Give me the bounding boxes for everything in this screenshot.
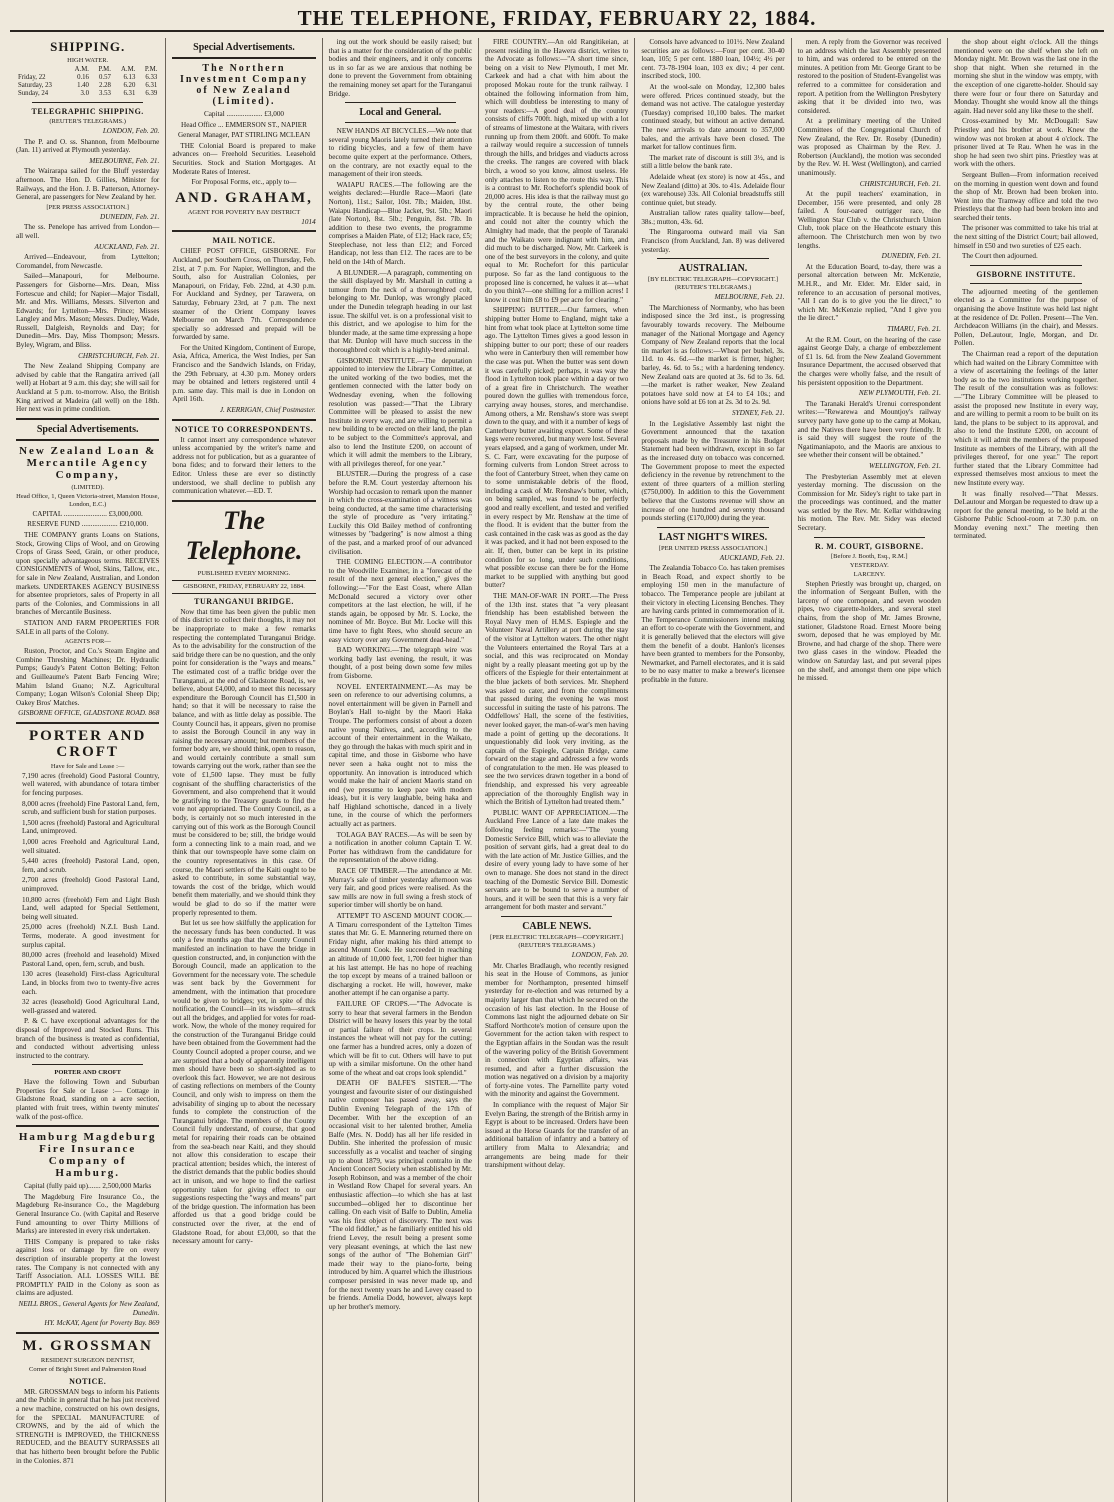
np-dateline: NEW PLYMOUTH, Feb. 21. (858, 389, 941, 398)
local-heading: Local and General. (359, 107, 442, 119)
col6-assembly: At a preliminary meeting of the United Committees of the Congregational Church of New Zealand, the Rev. Dr. Roseby (Dunedin) was proposed as Chairman by the Rev. J. Robertson (Auckland), the motion was seconded by the Rev. W. H. West (Wellington), and carried unanimously. (797, 117, 941, 177)
cable-heading: CABLE NEWS. (522, 920, 592, 932)
tides-cell: 2.28 (99, 82, 111, 89)
shipping-heading: SHIPPING. (50, 39, 126, 54)
gi-text: The adjourned meeting of the gentlemen elected as a Committee for the purpose of organising the above Institute was held last night at the residence of Dr. Pollen. Present—The Ven. Archdeacon Williams (in the chair), and Messrs. Pollen, DeLautour, Ingle, Morgan, and Dr. Pollen. (953, 287, 1098, 348)
grossman-title: M. GROSSMAN (22, 1337, 153, 1354)
aus-text: The Marchioness of Normanby, who has been indisposed since the 3rd inst., is progressing favourably towards recovery. The Melbourne manager of the National Mortgage and Agency Company of New Zealand reports that the local tin market is as follows:—Wheat per bushel, 3s. 11d. to 4s. 6d.—the market is firmer, higher; barley, 4s. 6d. to 5s.; with a hardening tendency. New Zealand oats are quoted at 3s. 6d to 3s. 6d.—the market is rather weaker, New Zealand potatoes have sold now at £4 to £4 10s.; and onions have sold at £6 ton at 2s. 3d to 2s. 9d. (641, 303, 785, 407)
news-item: PUBLIC WANT OF APPRECIATION.—The Auckland Free Lance of a late date makes the following feeling remarks:—"The young Domestic Service Bill, which was to alleviate the position of servant girls, had a great deal to do with the late action of Mr. Justice Gillies, and the desire of every young lady to have some of her own to manage. She does not stand in the direct teaching of the Domestic Service Bill. Domestic servants are to be bound to serve a number of hours, and it will be seen that this is a very fair arrangement for both master and servant." (484, 808, 629, 912)
dateline-melbourne: MELBOURNE, Feb. 21. (89, 156, 160, 165)
nthn-body: THE Colonial Board is prepared to make advances on— Freehold Securities. Leasehold Securities. Stock and Station Mortgages. At Moderate Rates of Interest. (172, 141, 316, 176)
news-item: SHIPPING BUTTER.—Our farmers, when shipping butter Home to England, might take a hint from what took place at Lyttelton some time ago. The Lyttelton Times gives a good lesson in shipping butter to our port; these of our readers who were in Canterbury then will remember how the case was put. When the butter was sent down it was carefully picked; perhaps, it was way the flood in Lyttelton took place within a day or two of a great fire in Christchurch. The weather poured down the gullies with tremendous force, carrying away houses, stores, and merchandise. Among others, a Mr. Renshaw's store was swept down to the quay, and with it a number of kegs of Canterbury butter awaiting export. Some of these kegs were recovered, but many were lost. Several years elapsed, and a gang of workmen, under Mr. S. C. Farr, were excavating for the purpose of forming culverts from London Street across to the foot of Canterbury Street, when they came on to some unmistakable debris of the flood, including a cask of Mr. Renshaw's butter, which, on being sampled, was found to be perfectly good and really excellent, and tested and verified in every respect by Mr. Renshaw at the time of the flood. It is evident that the butter from the cask contained in the cask was as good as the day it was packed, and it had not been exposed to the air. If, then, butter can be kept in its pristine condition for so long, under such conditions, what possible excuse can there be for the Home market to be supplied with anything but good butter? (484, 306, 629, 590)
tides-cell: 0.16 (77, 74, 89, 81)
tides-row (16, 82, 159, 90)
news-item: GISBORNE INSTITUTE.—The deputation appointed to interview the Library Committee, at the united working of the two bodies, met the gentlemen connected with the latter body on Wednesday evening, when the following resolution was passed:—"That the Library Committee will be pleased to assist the new Institute in every way, and are willing to permit a new building to be erected on their land, the plan to be subject to the Committee's approval, and also to lend the Institute £200, on account of which it will admit the members to the Library, with all privileges thereof, for one year." (328, 356, 472, 468)
hm-body2: THIS Company is prepared to take risks against loss or damage by fire on every description of insurable property at the lowest rates. The Company is not connected with any Tariff Association. ALL LOSSES WILL BE PROMPTLY PAID in the Colony as soon as claims are adjusted. (16, 1237, 160, 1298)
column-3 (323, 38, 479, 1502)
cable-text: Mr. Charles Bradlaugh, who recently resigned his seat in the House of Commons, as junior member for Northampton, presented himself yesterday for re-election and was returned by a majority larger than that which he secured on the occasion of his last election. In the House of Commons last night the adjourned debate on Sir Stafford Northcote's motion of censure upon the Government for the action taken with respect to the Egyptian affairs in the Soudan was the result of the wavering policy of the British Government in connection with Egyptian affairs, was resumed, and after a further discussion the motion was negatived on a division by a majority of forty-nine votes. The Parnellite party voted with the minority and against the Government. (484, 961, 629, 1099)
rm-day: YESTERDAY. (849, 561, 889, 569)
tides-row (16, 74, 159, 82)
tides-cell: Friday, 22 (18, 74, 46, 81)
news-item: BAD WORKING.—The telegraph wire was working badly last evening, the result, it was thought, of a post being down some few miles from Gisborne. (328, 646, 472, 680)
col5-quotations: Australian tallow rates quality tallow—beef, 38s.; mutton, 43s. 6d. (641, 209, 785, 226)
gi-heading: GISBORNE INSTITUTE. (976, 269, 1076, 279)
text-melbourne: The Wairarapa sailed for the Bluff yesterday afternoon. The Hon. D. Gillies, Minister for Railways, and the Hon. J. B. Patterson, Attorney-General, are passengers for New Zealand by her. (16, 167, 160, 202)
hm-body: The Magdeburg Fire Insurance Co., the Magdeburg Re-insurance Co., the Magdeburg General Insurance Co. (with Capital and Reserve Fund amounting to over Thirty Millions of Marks) are interested in every risk undertaken. (16, 1192, 160, 1236)
news-item: THE MAN-OF-WAR IN PORT.—The Press of the 13th inst. states that "a very pleasant friendship has been established between the Royal Navy men of H.M.S. Espiegle and the Volunteer Naval Artillery at port during the stay of the visitor at Lyttelton waters. The other night the Volunteers entertained the Royal Tars at a social, and this was reciprocated on Monday night by a really pleasant meeting got up by the officers of the Espiegle for their entertainment at the blue jackets of both services. Mr. Shepherd was asked to cater, and from the compliments that passed during the evening he was most successful in suiting the taste of his patrons. The Oddfellows' Hall, the scene of the festivities, never looked gayer, the man-of-war's men having made a point of getting up the decorations. It unquestionably did look very inviting, as the captain of the Espiegle, Captain Bridge, came forward on the stage and addressed a few words of congratulation to the men. He was pleased to see the two services drawn together in a bond of friendship, and expressed his very agreeable appreciation of the thoroughly English way in which the British of Lyttelton had treated them." (484, 592, 629, 807)
text-christchurch: The New Zealand Shipping Company are advised by cable that the Rangatira arrived (all well) at Hobart at 9 a.m. this day; she will sail for Auckland at 5 p.m. to-morrow. Also, the British King arrived at Madeira (all well) on the 18th. Her next was in prime condition. (16, 362, 160, 414)
hm-agents: NEILL BROS., General Agents for New Zealand, Dunedin. (18, 1299, 160, 1317)
nthn-title: The Northern Investment Company of New Zealand (Limited). (180, 63, 308, 107)
tides-cell: 6.13 (123, 74, 136, 81)
published-note: PUBLISHED EVERY MORNING. (197, 569, 291, 577)
nzloan-sale: STATION AND FARM PROPERTIES FOR SALE in all parts of the Colony. (16, 618, 160, 636)
pc-item: 1,000 acres Freehold and Agricultural Land, well situated. (22, 838, 160, 855)
nzloan-capital: CAPITAL ........................ £3,000,000. (32, 509, 143, 518)
nthn-gm: General Manager, PAT STIRLING MCLEAN (177, 131, 311, 140)
mail-title: MAIL NOTICE. (212, 236, 276, 246)
notice-body: MR. GROSSMAN begs to inform his Patients and the Public in general that he has just received a new machine, constructed on his own designs, for the SPECIAL MANUFACTURE of CROWNS, and by the aid of which the STRENGTH is IMPROVED, the THICKNESS REDUCED, and the BEAUTY SURPASSES all that has hitherto been brought before the Public in the Colonies. 871 (16, 1387, 160, 1465)
turanganui-cont: ing out the work should be easily raised; but that is a matter for the consideration of the public bodies and their engineers, and it only concerns us in so far as we are anxious that nothing be done to prevent the Government from obtaining the remaining money set apart for the Turanganui Bridge. (328, 38, 472, 98)
pc-item: 7,190 acres (freehold) Good Pastoral Country, well watered, with abundance of totara timber for fencing purposes. (22, 771, 160, 798)
news-item: THE COMING ELECTION.—A contributor to the Woodville Examiner, in a "forecast of the result of the next general election," gives the following:—"For the East Coast, where Allan McDonald secured a victory over other competitors at the last election, he will, if he stands again, be opposed by Mr. S. Locke, the nominee of Mr. Boyce. But Mr. Locke will this time have to fight Rees, who should secure an easy victory over any Government dead-head." (328, 558, 472, 644)
col7-top: the shop about eight o'clock. All the things mentioned were on the shelf when she left on Monday night. Mr. Brown was the last one in the shop that night. When she returned in the morning she shut in the window was empty, with the exception of one cigarette-holder. Should say there were four or four there on Saturday and Monday. Thought she would know all the things again. Had never sold any like these to the shelf. (953, 38, 1098, 115)
aus-sub: [BY ELECTRIC TELEGRAPH—COPYRIGHT.] (REUTER'S TELEGRAMS.) (647, 276, 778, 292)
dateline-dunedin: DUNEDIN, Feb. 21. (100, 212, 160, 221)
col5-wool: At the wool-sale on Monday, 12,300 bales were offered. Prices continued steady, but the demand was not active. The catalogue yesterday (Tuesday) comprised 10,100 bales. The market continued steady, but without an active demand. The new arrivals to date amount to 357,000 bales, and the arrivals have been closed. The market for tallow continues firm. (641, 82, 785, 152)
news-item: BLUSTER.—During the progress of a case before the R.M. Court yesterday afternoon his Worship had occasion to remark upon the manner in which the cross-examination of a witness was being conducted, at the same time characterising the style of procedure as "very irritating." Luckily this Old Bailey method of confronting witnesses by "badgering" is now almost a thing of the past, and a marked proof of our advanced civilisation. (328, 470, 472, 556)
telephone-logo: The Telephone. (185, 505, 303, 565)
column-4 (479, 38, 635, 1502)
news-item: FAILURE OF CROPS.—"The Advocate is sorry to hear that several farmers in the Bendon District will be heavy losers this year by the total or partial failure of their crops. In several instances the wheat will not pay for the cutting; one farmer has a hundred acres, only a dozen of which will be fit to cut. Others will have to put up with a similar misfortune. On the other hand some of the wheat and oat crops look splendid." (328, 999, 472, 1077)
nzloan-office: Head Office, 1, Queen Victoria-street, Mansion House, London, E.C.) (16, 492, 160, 508)
sydney-dateline: SYDNEY, Feb. 21. (731, 408, 785, 417)
pc-item: 8,000 acres (freehold) Fine Pastoral Land, fern, scrub, and sufficient bush for station purposes. (22, 799, 160, 817)
news-item: WAIAPU RACES.—The following are the weights declared:—Hurdle Race—Maori (late Norton), 11st.; Sailor, 10st. 7lb.; Maiden, 10st. Waiapu Handicap—Blue Jacket, 9st. 5lb.; Maori (late Norton), 8st. 5lb.; Penguin, 8st. 7lb. In addition to these two events, the programme comprises a Maiden Plate, of £12; Hack race, £5; Steeplechase, not less than £12; and Forced Handicap, not less than £12. The races are to be held on the 14th of March. (328, 180, 472, 267)
col5-adelaide: Adelaide wheat (ex store) is now at 45s., and New Zealand (ditto) at 30s. to 41s. Adelaide flour (ex warehouse) 33s. All Colonial breadstuffs still continue quiet, but steady. (641, 172, 785, 207)
rm-text: Stephen Priestly was brought up, charged, on the information of Sergeant Bullen, with the larceny of one cornopean, and seven wooden pipes, two cigarette-holders, and several steel chains, from the shop of Mr. James Browne, stationer, Gladstone Road. Ernest Moore being sworn, deposed that he was employed by Mr. Browne, and had charge of the shop. There were two glass cases in the window. Pleaded the window on Saturday last, and put several pipes on the shelf, and amongst them one pipe which he missed. (797, 579, 941, 683)
grossman-sub: RESIDENT SURGEON DENTIST, (40, 1356, 135, 1364)
pc-sig: PORTER AND CROFT (54, 1069, 121, 1077)
col5-mail: The Ringarooma outward mail via San Francisco (from Auckland, Jan. 8) was delivered yesterday. (641, 228, 785, 254)
text-auckland: Arrived—Endeavour, from Lyttelton; Coromandel, from Newcastle. (16, 253, 160, 270)
tides-header-cell: A.M. (74, 66, 89, 73)
col6-top: men. A reply from the Governor was received to an address which the last Assembly presented to him, and was ordered to be entered on the minutes. A petition from Mr. George Grant to be restored to the position of Student-Evangelist was referred to a committee for consideration and report. A petition from the Wellington Presbytery asking that it be divided into two, was considered. (797, 38, 941, 115)
special-ads-heading-2: Special Advertisements. (193, 42, 295, 53)
pc-item: 130 acres (leasehold) First-class Agricultural Land, in blocks from two to twenty-five acres each. (22, 970, 160, 996)
tides-cell: 6.20 (123, 82, 136, 89)
column-6 (792, 38, 948, 1502)
nzloan-limited: (LIMITED). (71, 483, 104, 491)
corr-body: It cannot insert any correspondence whatever unless accompanied by the writer's name and address not for publication, but as a guarantee of bona fides; and to forward their letters to the Editor. Unless these are ever so distinctly understood, we shall decline to publish any communication whatever.—ED. T. (172, 435, 316, 496)
tides-cell: 6.31 (123, 90, 136, 97)
rm-larceny: LARCENY. (853, 570, 886, 578)
corr-title: NOTICE TO CORRESPONDENTS. (174, 424, 314, 434)
notice-title: NOTICE. (69, 1376, 107, 1386)
rm-heading: R. M. COURT, GISBORNE. (815, 541, 924, 551)
text-dunedin: The ss. Penelope has arrived from London—all well. (16, 223, 160, 240)
nthn-agent-sub: AGENT FOR POVERTY BAY DISTRICT (187, 208, 301, 216)
local-items (329, 127, 472, 1311)
gi-text3: It was finally resolved—"That Messrs. DeLautour and Morgan be requested to draw up a report for the general meeting, to be held at the Gisborne Public School-room at 7.30 p.m. on Monday evening next." The meeting then terminated. (953, 489, 1098, 541)
col5-frozen: The market rate of discount is still 3½, and is still a little below the bank rate. (641, 153, 785, 171)
nthn-capital: Capital .................... £3,000 (203, 110, 285, 118)
tides-cell: 6.33 (145, 74, 158, 81)
pc-items (16, 772, 159, 1015)
dateline-auckland: AUCKLAND, Feb. 21. (94, 242, 160, 251)
columns (10, 38, 1104, 1502)
tides-table (16, 66, 159, 98)
news-item: ATTEMPT TO ASCEND MOUNT COOK.—A Timaru correspondent of the Lyttelton Times states that Mr. G. E. Mannering returned there on Friday night, after making his third attempt to ascend Mount Cook. He succeeded in reaching an altitude of 10,000 feet, 1,700 feet higher than at his last attempt. He has no hope of reaching the top except by means of a trained balloon or discharging a rocket. He will, however, make another attempt if he can organise a party. (328, 912, 472, 998)
tides-row (16, 90, 159, 98)
dateline-christchurch: CHRISTCHURCH, Feb. 21. (78, 351, 160, 360)
pc-item: 1,500 acres (freehold) Pastoral and Agricultural Land, unimproved. (22, 818, 160, 836)
nzloan-sig: GISBORNE OFFICE, GLADSTONE ROAD. 868 (18, 709, 160, 718)
lnw-sub: [PER UNITED PRESS ASSOCIATION.] (658, 544, 768, 552)
rm-sub: [Before J. Booth, Esq., R.M.] (831, 552, 908, 560)
nzloan-title: New Zealand Loan & Mercantile Agency Company, (19, 444, 157, 481)
masthead: THE TELEPHONE, FRIDAY, FEBRUARY 22, 1884. (10, 6, 1104, 32)
tides-cell: 6.31 (145, 82, 158, 89)
reuter-note: (REUTER'S TELEGRAMS.) (49, 118, 126, 125)
dunedin-dateline: DUNEDIN, Feb. 21. (881, 252, 941, 261)
xmas-text: At the pupil teachers' examination, in December, 156 were presented, and only 28 failed. A four-oared outrigger race, the Wellington Star Club v. the Christchurch Union Club, took place on the Heathcote estuary this afternoon. The Christchurch men won by two lengths. (797, 190, 941, 250)
cable-dateline: LONDON, Feb. 20. (571, 950, 629, 959)
news-item: TOLAGA BAY RACES.—As will be seen by a notification in another column Captain T. W. Porter has withdrawn from the candidature for the representation of the above riding. (328, 830, 472, 865)
np-text: The Taranaki Herald's Urenui correspondent writes:—"Rewarewa and Mountjoy's railway survey party have gone up to the camp at Mokau, and the Natives there have been very friendly. It is said they will suggest the route of the Ngatimaniapoto, and the Maoris are anxious to see whether their consent will be obtained." (797, 399, 941, 460)
pc-item: 10,800 acres (freehold) Fern and Light Bush Land, well adapted for Special Settlement, being well situated. (22, 895, 160, 921)
lnw-dateline: AUCKLAND, Feb. 21. (719, 553, 785, 562)
col4-items (485, 38, 628, 912)
aus-dateline: MELBOURNE, Feb. 21. (714, 293, 785, 302)
col7-trial: Cross-examined by Mr. McDougall: Saw Priestley and his brother at work. Knew the window was not broken at about 4 o'clock. The prisoner lived at Te Rau. When he was in the shop he had seen two shirt pins. Priestley was at work with the others. (953, 117, 1098, 169)
news-item: RACE OF TIMBER.—The attendance at Mr. Murray's sale of timber yesterday afternoon was very fair, and good prices were realised. As the saw mills are now in full swing a fresh stock of superior timber will shortly be on hand. (328, 867, 472, 910)
dateline-london: LONDON, Feb. 20. (102, 127, 160, 135)
pc-item: 32 acres (leasehold) Good Agricultural Land, well-grassed and watered. (22, 998, 160, 1015)
column-1 (10, 38, 166, 1502)
tides-header-cell (16, 66, 67, 74)
special-ads-heading: Special Advertisements. (36, 423, 139, 435)
tides-cell: 3.53 (99, 90, 111, 97)
news-item: NOVEL ENTERTAINMENT.—As may be seen on reference to our advertising columns, a novel entertainment will be given in Parnell and Boylan's Hall to-night by the Maori Haka Troupe. The performers consist of about a dozen native young Natives, and, according to the account of their entertainment in the Waikato, they go through the hakas with much spirit and in capital time, and those in Gisborne who have never seen a haka ought not to miss the opportunity. An innovation is introduced which would make the hair of ancient Maoris stand on end (we presume to keep pace with modern ideas), but it is very laughable, being haka and half Highland schottische, danced in a lively tune, in the course of which the performers actually act as partners. (328, 682, 472, 829)
lnw-heading: LAST NIGHT'S WIRES. (658, 531, 768, 543)
cable-sub: [PER ELECTRIC TELEGRAPH—COPYRIGHT.] (REUTER'S TELEGRAMS.) (490, 933, 624, 949)
col7-closed: The Court then adjourned. (961, 252, 1038, 261)
pc-note: P. & C. have exceptional advantages for the disposal of Improved and Stocked Runs. This branch of the business is treated as confidential, and conducted without advertising unless instructed to the contrary. (16, 1017, 160, 1060)
tides-header-cell: A.M. (121, 66, 136, 73)
sydney-text: In the Legislative Assembly last night the Government announced that the taxation proposals made by the Treasurer in his Budget Statement had been withdrawn, except in so far as the increased duty on tobacco was concerned. The Government propose to meet the expected deficiency in the revenue by retrenchment to the extent of three quarters of a million sterling (£750,000). In addition to this the Government believe that the Customs revenue will show an increase of one hundred and seventy thousand pounds sterling (£170,000) during the year. (641, 419, 785, 523)
nthn-agent: AND. GRAHAM, (175, 189, 313, 206)
telegraphic-heading: TELEGRAPHIC SHIPPING. (31, 107, 144, 116)
news-item: DEATH OF BALFE'S SISTER.—"The youngest and favourite sister of our distinguished native composer has passed away, says the Dublin Evening Telegraph of the 17th of December. With her the exception of an occasional visit to her talented brother, Amelia Balfe (Mrs. N. Dodd) has all her life resided in Dublin. She inherited the profession of music successfully as a vocalist and teacher of singing up to about 1879, was principal contralto in the Ancient Concert Society when established by Mr. Joseph Robinson, and was a member of the choir in Westland Row Chapel for several years. An enthusiastic affection—to which she has at last succumbed—obliged her to discontinue her calling. On each visit of Balfe to Dublin, Amelia was his first object of discovery. The next was "The old fiddler," as he familiarly entitled his old friend Levey, the result being a present some very pleasant evenings, at which the last new songs of the author of "The Bohemian Girl" made their way to the piano-forte, being introduced by him. A quarrel which the illustrious composer persisted in was never made up, and for the next twenty years he and Levey ceased to be friends. Amelia Dodd, however, always kept up her brother's memory. (328, 1079, 472, 1311)
news-item: A BLUNDER.—A paragraph, commenting on the skill displayed by Mr. Marshall in cutting a tumour from the neck of a thoroughbred colt, belonging to Mr. Dunlop, was wrongly placed under the Dunedin telegraph heading in our last issue. The skilful vet. is on a professional visit to this district, and we apologise to him for the blunder made, at the same time expressing a hope that Mr. Dunlop will have much success in the thoroughbred colt which is a highly-bred animal. (328, 268, 472, 354)
aus-heading: AUSTRALIAN. (678, 263, 748, 275)
tides-cell: 6.39 (145, 90, 158, 97)
mail-sig: J. KERRIGAN, Chief Postmaster. (219, 406, 316, 415)
cable-text2: In compliance with the request of Major Sir Evelyn Baring, the strength of the British army in Egypt is about to be increased. Orders have been issued at the Horse Guards for the transfer of an additional battalion of infantry and a battery of artillery from Malta to Alexandria; and arrangements are being made for their transhipment without delay. (484, 1101, 629, 1170)
mail-body2: For the United Kingdom, Continent of Europe, Asia, Africa, America, the West Indies, per San Francisco and the Sandwich Islands, on Friday, the 29th February, at 4.30 p.m. Money orders may be obtained and letters registered until 4 p.m. same day. This mail is due in London on April 16th. (172, 343, 316, 404)
nthn-office: Head Office ... EMMERSON ST., NAPIER (181, 120, 307, 129)
pc-title: PORTER AND CROFT (28, 727, 147, 760)
mail-body: CHIEF POST OFFICE, GISBORNE. For Auckland, per Southern Cross, on Thursday, Feb. 21st, at 7 p.m. For Napier, Wellington, and the South, also for Australian Colonies, per Manapouri, on Friday, Feb. 22nd, at 4.30 p.m. For Auckland and Sydney, per Tarawera, on Saturday, February 23rd, at 7 p.m. The next steamer of the Orient Company leaves Melbourne on March 7th. Correspondence specially so addressed and prepaid will be forwarded by same. (172, 247, 316, 342)
timaru-text: At the R.M. Court, on the hearing of the case against George Daly, a charge of embezzlement of £1 1s. 6d. from the New Zealand Government Insurance Department, the accused observed that the charges were wholly false, and the result of his persistent opposition to the Department. (797, 335, 941, 387)
turanganui-heading: TURANGANUI BRIDGE. (194, 596, 294, 606)
xmas-dateline: CHRISTCHURCH, Feb. 21. (859, 179, 941, 188)
col5-top: Consols have advanced to 101½. New Zealand securities are as follows:—Four per cent. 30-40 loan, 105; 5 per cent. 1880 loan, 104½; 4½ per cent. 73-78-1904 loan, 103 ex div.; 4 per cent. inscribed stock, 100. (641, 38, 785, 81)
timaru-dateline: TIMARU, Feb. 21. (887, 325, 941, 333)
wgtn-text: The Presbyterian Assembly met at eleven yesterday morning. The discussion on the Commission for Mr. Sidey's right to take part in the proceedings was continued, and the matter was settled by the Rev. Mr. Kellar withdrawing his motion. The Rev. Mr. Sidey was elected Secretary. (797, 472, 941, 533)
tides-cell: Sunday, 24 (18, 90, 49, 97)
gi-text2: The Chairman read a report of the deputation which had waited on the Library Committee with a view of ascertaining the feelings of the latter body as to the two institutions working together. The result of the consultation was as follows:—"The Library Committee will be pleased to assist the proposed new Institute in every way, and are willing to permit a room to be built on its land, the plans to be subject to its approval, and also to lend the Institute £200, on account of which it will admit the members of the proposed Institute as members of the Library, with all the privileges thereof, for one year." The report further stated that the Library Committee had expressed themselves most anxious to meet the new Institute every way. (953, 350, 1098, 487)
issue-dateline: GISBORNE, FRIDAY, FEBRUARY 22, 1884. (183, 582, 305, 590)
nzloan-reserve: RESERVE FUND .................... £210,000. (27, 520, 149, 529)
col7-sergeant: Sergeant Bullen—From information received on the morning in question went down and found the shop of Mr. Brown had been broken into. Went into the Tramway office and told the two Priestleys that the shop had been broken into and searched their tents. (953, 170, 1098, 222)
column-5 (635, 38, 791, 1502)
tides-header-cell: P.M. (144, 66, 158, 73)
tides-cell: 0.57 (99, 74, 111, 81)
lnw-text: The Zealandia Tobacco Co. has taken premises in Beach Road, and expect shortly to be employing 150 men in the manufacture of tobacco. The Temperance people are jubilant at their victory in electing Licensing Benches. They are having cards printed in commemoration of it. The Temperance Commissioners intend making an effort to co-operate with the Government, and it is generally believed that the electors will give them the benefit of a doubt. Hanlon's licenses have been granted to members for the Ponsonby, Newmarket, and Parnell electorates, and it is said to be no easy matter to make a brewer's licensee profitable in the future. (641, 564, 785, 684)
dunedin-text: At the Education Board, to-day, there was a personal altercation between Mr. McKenzie, M.H.R., and Mr. Elder. Mr. Elder said, in reference to an accusation of personal motives, "All I can do is to give you the lie direct," to which Mr. McKenzie replied, "And I give you the lie direct." (797, 262, 941, 323)
tides-cell: 1.40 (77, 82, 89, 89)
tides-cell: 3.0 (80, 90, 89, 97)
text-sailed: Sailed—Manapouri, for Melbourne. Passengers for Gisborne—Mrs. Dean, Miss Fortescue and child; for Napier—Major Tisdall, Mr. and Mrs. Williams, Messrs. Silverton and Edwards; for Lyttelton—Mrs. Prince; Misses Langley and Mrs. Mason; Messrs. Dudley, Wade, Russell, Dalgleish, Reynolds and Day; for Dunedin—Mrs. Day, Miss Thompson; Messrs. Byley, Wigram, and Bliss. (16, 272, 160, 350)
hm-title: Hamburg Magdeburg Fire Insurance Company of Hamburg. (18, 1131, 157, 1180)
tides-heading: HIGH WATER. (67, 57, 109, 64)
wgtn-dateline: WELLINGTON, Feb. 21. (869, 461, 941, 470)
text-london: The P. and O. ss. Shannon, from Melbourne (Jan. 11) arrived at Plymouth yesterday. (16, 137, 160, 155)
pc-item: 25,000 acres (freehold) N.Z.I. Bush Land. Terms, moderate. A good investment for surplus capital. (22, 923, 160, 949)
turanganui-text2: But let us see how skilfully the application for the necessary funds has been conducted. It was only a few months ago that the County Council manifested an inclination to have the bridge in question constructed, and, in conjunction with the Borough Council, made an application to the Government for the necessary vote. The schedule was sent back by the Government for amendment, with the intimation that procedure would be given to bridges; yet, in spite of this notification, the Council—in its wisdom—struck out all the bridges, and applied for votes for road-work. Now, the whole of the money required for the construction of the Turanganui Bridge could have been obtained from the Government had the County Council adopted a proper course, and we are surprised that a body of apparently intelligent men should have been so short-sighted as to overlook this fact. However, we are not desirous of casting reflections on members of the County Council, and only wish to impress on them the advisability of singing up to about the necessary funds to complete the construction of the Turanganui bridge. The members of the County Council fully understand, of course, that good metal for repairing their roads can be obtained from the sea-beach near Kaiti, and they should not allow this consideration to escape their practical attention; besides which, the interest of the district demands that the public bodies should act in unison, and we hope to find the earliest opportunity taken for giving effect to our suggestions respecting the "ways and means" part of the bridge question. The information has been afforded us that a good bridge could be constructed over the river, at the end of Gladstone Road, for about £3,000, so that the necessary amount for carry- (172, 919, 316, 1246)
column-7 (948, 38, 1104, 1502)
pc-town: Have the following Town and Suburban Properties for Sale or Lease :— Cottage in Gladstone Road, standing on a acre section, planted with fruit trees, within twenty minutes' walk of the post-office. (16, 1078, 160, 1121)
tides-cell: Saturday, 23 (18, 82, 52, 89)
press-note: [PER PRESS ASSOCIATION.] (46, 203, 129, 211)
pc-item: 80,000 acres (freehold and leasehold) Mixed Pastoral Land, open, fern, scrub, and bush. (22, 951, 160, 968)
pc-sub: Have for Sale and Lease :— (50, 762, 125, 770)
nthn-num: 1014 (301, 217, 316, 226)
nzloan-agents: Ruston, Proctor, and Co.'s Steam Engine and Combine Threshing Machines; Dr. Hydraulic Pumps; Gaudy's Patent Cotton Belting; Felton and Guilleaume's Patent Barb Fencing Wire; Mahim Island Guano; N.Z. Agricultural Company; Logan Wilson's Colonial Sheep Dip; Oakey Bros' Matches. (16, 647, 160, 707)
column-2 (166, 38, 322, 1502)
pc-item: 2,700 acres (freehold) Good Pastoral Land, unimproved. (22, 876, 160, 893)
hm-capital: Capital (fully paid up)....... 2,500,000 Marks (23, 1182, 152, 1191)
tides-header-cell: P.M. (98, 66, 111, 73)
pc-item: 5,440 acres (freehold) Pastoral Land, open, fern, and scrub. (22, 857, 160, 874)
nzloan-agents-heading: AGENTS FOR— (64, 638, 111, 646)
news-item: NEW HANDS AT BICYCLES.—We note that several young Maoris lately turned their attention to riding bicycles, and a few of them have become quite expert at the performance. Others, on the contrary, are not exactly equal to the management of their iron steeds. (328, 127, 472, 179)
nthn-proposal: For Proposal Forms, etc., apply to— (191, 178, 297, 187)
nzloan-body: THE COMPANY grants Loans on Stations, Stock, Growing Clips of Wool, and on Growing Crops of Grass Seed, Grain, or other produce, upon specially advantageous terms. RECEIVES CONSIGNMENTS of Wool, Skins, Tallow, etc., for sale in New Zealand, Australian, and London markets. UNDERTAKES AGENCY BUSINESS for absentee proprietors, sales of Property in all parts of the Colonies, and Commissions in all branches of Mercantile Business. (16, 531, 160, 617)
col7-committed: The prisoner was committed to take his trial at the next sitting of the District Court; bail allowed, himself in £50 and two sureties of £25 each. (953, 224, 1098, 250)
news-item: FIRE COUNTRY.—An old Rangitikeian, at present residing in the Hawera district, writes to the Advocate as follows:—"A short time since, being on a visit to New Plymouth, I met Mr. Carkeek and had a chat with him about the proposed Mokau route for the trunk railway. I obtained the following information from him, which will doubtless be interesting to many of your readers:—A good deal of the country consists of cliffs 700ft. high, mixed up with a lot of streams of limestone at the Waitara, with rivers running up from them 200ft. and 600ft. To make a railway would require a succession of tunnels through the hills, and bridges and viaducts across the creeks. The ranges are covered with black birch, a wood so you know, almost useless. He only attaches to listen to the route this way. This is a contrast to Mr. Rochefort's splendid book of 20,000 acres. His idea is that the railway must go by the central route, the other being impracticable. It is because he held the opinion, and could not alter the country which the Almighty had made, that the people of Taranaki and the Waikato were indignant with him, and did much to be discharged. Now, Mr. Carkeek is one of the best surveyors in the colony, and quite equal to Mr. Rochefort for this particular purpose. So far as the land contiguous to the proposed line is concerned, he values it at—what do you think?—one shilling for a million acres! I know it cost him £8 to £9 per acre for clearing." (484, 38, 629, 304)
grossman-addr: Corner of Bright Street and Palmerston Road (28, 1365, 147, 1373)
turanganui-text: Now that time has been given the public men of this district to collect their thoughts, it may not be inappropriate to make a few remarks respecting the contemplated Turanganui Bridge. As to the advisability for the construction of the said bridge there can be no question, and the only point for consideration is the "ways and means." The estimated cost of a traffic bridge over the Turanganui, at the end of Gladstone Road, is, we believe, about £4,000, and to meet this necessary expenditure the Borough Council has £1,500 in hand; so that it will be necessary to raise the balance, and with as little delay as possible. The County Council has, it appears, given no promise to assist the Borough Council in any way in raising the necessary amount; but members of the former body are, we should think, open to reason, and would certainly contribute a small sum towards carrying out the work, rather than see the vote of £1,500 lapse. They must be fully cognisant of the shuffling characteristics of the Government, and also comprehend that it would be gratifying to the Treasury guards to find the vote not appropriated. The County Council, as a body, is certainly not so much interested in the carrying out of this work as the Borough Council must be considered to be; still, the bridge would form a connecting link to a main road, and we think that our townspeople have some claim on the country representatives in this case. Of course, the Maori settlers of the Kaiti ought to be asked to contribute, in some substantial way, towards the cost of the bridge, which would benefit them materially, and we should think they would be glad to do so if the matter were properly represented to them. (172, 607, 316, 917)
hm-local: HY. McKAY, Agent for Poverty Bay. 869 (44, 1319, 160, 1328)
